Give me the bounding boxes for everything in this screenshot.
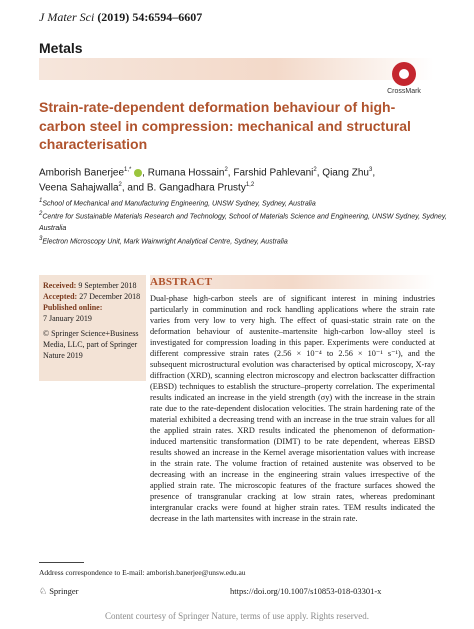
correspondence-note[interactable]: Address correspondence to E-mail: amborish.banerjee@unsw.edu.au: [39, 568, 246, 577]
crossmark-badge[interactable]: [374, 62, 434, 95]
springer-horse-icon: ♘: [39, 586, 48, 596]
author-name[interactable]: , Rumana Hossain: [142, 167, 225, 179]
author-name[interactable]: , Qiang Zhu: [316, 167, 369, 179]
published-label: Published online:: [43, 303, 103, 312]
author-affil-sup: 2: [313, 167, 317, 173]
author-name[interactable]: , Farshid Pahlevani: [227, 167, 314, 179]
affiliation-item: $^2$Centre for Sustainable Materials Research and Technology, School of Materials Science and Engineering, UNSW Sydney, Sydney,: [39, 211, 447, 221]
author-affil-sup: 2: [224, 167, 228, 173]
accepted-row: [43, 291, 142, 302]
courtesy-notice: Content courtesy of Springer Nature, terms of use apply. Rights reserved.: [104, 611, 370, 621]
crossmark-label: CrossMark: [387, 88, 421, 95]
author-affil-sup: 1,*: [124, 167, 132, 173]
accepted-date: 27 December 2018: [79, 292, 141, 301]
author-line-2: [39, 179, 439, 194]
published-date: 7 January 2019: [43, 314, 92, 323]
orcid-icon[interactable]: [134, 169, 142, 177]
author-name[interactable]: , and B. Gangadhara Prusty: [121, 182, 246, 194]
affiliations: [39, 196, 449, 247]
accepted-label: Accepted:: [43, 292, 78, 301]
abstract-text: Dual-phase high-carbon steels are of significant interest in mining industries particularly in comminution and rock handling applications where the strain rate varies from very low to very high. The effect of quasi-static strain rate on the deformation behaviour of austenite–martensite high-carbon low-alloy steel is investigated for compression loading in this paper. Experiments were conducted at different compressive strain rates (2.56 × 10⁻⁴ to 2.56 × 10⁻¹ s⁻¹), and the subsequent microstructural evolution was characterised by optical microscopy, X-ray diffraction (XRD), scanning electron microscopy and electron backscatter diffraction (EBSD) techniques to establish the structure–property correlation. The experimental results indicated an increase in the yield strength (σy) with the increase in the strain rate due to the rate-dependent dislocation velocities. The strain hardening rate of the material exhibited a decreasing trend with an increase in the true strain values for all the applied strain rates. XRD results indicated the phenomenon of deformation-induced martensitic transformation (DIMT) to be rate dependent, whereas EBSD results showed an increase in the Kernel average misorientation values with increase in the strain rate. The volume fraction of retained austenite was observed to be decreasing with an increase in the engineering strain values irrespective of the applied strain rate. The microscopic features of the fracture surfaces showed the presence of transgranular cracking at low strain rates, whereas predominant intergranular cracks were found at higher strain rates. TEM results indicated the decrease in the lath martensites with increase in the strain rate.: [150, 294, 435, 523]
author-affil-sup: 1,2: [245, 182, 255, 189]
footnote-divider: [39, 562, 84, 563]
journal-name: J Mater Sci: [39, 10, 95, 24]
crossmark-icon: [392, 62, 416, 86]
journal-citation: [39, 10, 202, 25]
doi-link[interactable]: https://doi.org/10.1007/s10853-018-03301-x: [230, 586, 382, 596]
article-history-box: [39, 275, 146, 381]
published-row: [43, 302, 142, 313]
copyright-notice: © Springer Science+Business Media, LLC, part of Springer Nature 2019: [43, 329, 139, 360]
author-affil-sup: 2: [118, 182, 122, 189]
publisher-logo: [39, 586, 78, 597]
received-date: 9 September 2018: [78, 281, 137, 290]
section-label: Metals: [39, 40, 83, 56]
author-affil-sup: 3: [369, 167, 373, 173]
journal-year: (2019): [97, 10, 130, 24]
journal-volume-pages: 54:6594–6607: [132, 10, 203, 24]
received-label: Received:: [43, 281, 77, 290]
publisher-name: Springer: [49, 586, 79, 596]
author-line-1: Amborish Banerjee$^{1,*}$ , Rumana Hossain$^2$, Farshid Pahlevani$^2$, Qiang Zhu$^3$,: [39, 167, 376, 179]
affiliation-item: $^3$Electron Microscopy Unit, Mark Wainwright Analytical Centre, Sydney, Australia: [39, 235, 288, 245]
author-list: [39, 164, 439, 195]
article-title: Strain-rate-dependent deformation behaviour of high-carbon steel in compression: mechanical and structural characterisation: [39, 99, 411, 152]
author-name[interactable]: Veena Sahajwalla: [39, 182, 119, 194]
abstract-heading: ABSTRACT: [150, 276, 213, 288]
affiliation-item: $^1$School of Mechanical and Manufacturing Engineering, UNSW Sydney, Sydney, Australia: [39, 198, 316, 208]
author-name[interactable]: Amborish Banerjee: [39, 167, 125, 179]
affiliation-item: Australia: [39, 224, 67, 232]
received-row: [43, 280, 142, 291]
